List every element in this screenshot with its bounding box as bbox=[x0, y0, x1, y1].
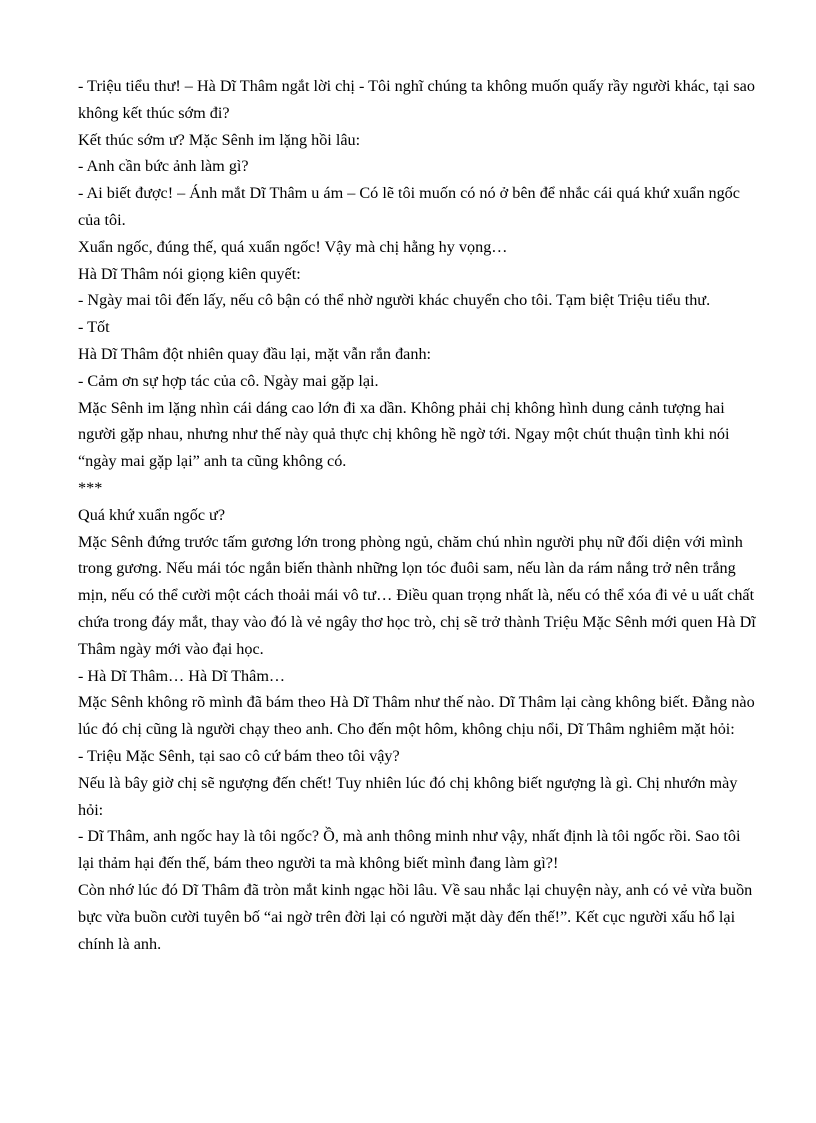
paragraph: Hà Dĩ Thâm đột nhiên quay đầu lại, mặt vẫn rắn đanh: bbox=[78, 344, 432, 363]
paragraph: - Cảm ơn sự hợp tác của cô. Ngày mai gặp lại. bbox=[78, 371, 379, 390]
paragraph: - Triệu Mặc Sênh, tại sao cô cứ bám theo tôi vậy? bbox=[78, 746, 400, 765]
paragraph: - Triệu tiểu thư! – Hà Dĩ Thâm ngắt lời chị - Tôi nghĩ chúng ta không muốn quấy rầy người khác, tại sao không kết thúc sớm đi? bbox=[78, 77, 755, 122]
paragraph: Còn nhớ lúc đó Dĩ Thâm đã tròn mắt kinh ngạc hồi lâu. Về sau nhắc lại chuyện này, anh có vẻ vừa buồn bực vừa buồn cười tuyên bố “ai ngờ trên đời lại có người mặt dày đến thế!”. Kết cục người xấu hổ lại chính là anh. bbox=[78, 880, 753, 953]
paragraph: Mặc Sênh không rõ mình đã bám theo Hà Dĩ Thâm như thế nào. Dĩ Thâm lại càng không biết. Đằng nào lúc đó chị cũng là người chạy theo anh. Cho đến một hôm, không chịu nổi, Dĩ Thâm nghiêm mặt hỏi: bbox=[78, 693, 755, 739]
paragraph: Quá khứ xuẩn ngốc ư? bbox=[78, 505, 226, 524]
paragraph: Mặc Sênh đứng trước tấm gương lớn trong phòng ngủ, chăm chú nhìn người phụ nữ đối diện với mình trong gương. Nếu mái tóc ngắn biến thành những lọn tóc đuôi sam, nếu làn da rám nắng trở nên trắng mịn, nếu có thể cười một cách thoải mái vô tư… Điều quan trọng nhất là, nếu có thể xóa đi vẻ u uất chất chứa trong đáy mắt, thay vào đó là vẻ ngây thơ học trò, chị sẽ trở thành Triệu Mặc Sênh mới quen Hà Dĩ Thâm ngày mới vào đại học. bbox=[78, 532, 756, 658]
paragraph: Kết thúc sớm ư? Mặc Sênh im lặng hồi lâu: bbox=[78, 130, 361, 149]
paragraph: - Dĩ Thâm, anh ngốc hay là tôi ngốc? Ồ, mà anh thông minh như vậy, nhất định là tôi ngốc rồi. Sao tôi lại thảm hại đến thế, bám theo người ta mà không biết mình đang làm gì?! bbox=[78, 827, 741, 873]
paragraph: - Anh cần bức ảnh làm gì? bbox=[78, 157, 249, 176]
paragraph: Hà Dĩ Thâm nói giọng kiên quyết: bbox=[78, 264, 301, 283]
paragraph: Nếu là bây giờ chị sẽ ngượng đến chết! Tuy nhiên lúc đó chị không biết ngượng là gì. Chị nhướn mày hỏi: bbox=[78, 773, 738, 819]
paragraph: Xuẩn ngốc, đúng thế, quá xuẩn ngốc! Vậy mà chị hằng hy vọng… bbox=[78, 237, 508, 256]
paragraph: Mặc Sênh im lặng nhìn cái dáng cao lớn đi xa dần. Không phải chị không hình dung cảnh tượng hai người gặp nhau, nhưng như thế này quả thực chị không hề ngờ tới. Ngay một chút thuận tình khi nói “ngày mai gặp lại” anh ta cũng không có. bbox=[78, 398, 730, 471]
paragraph: - Hà Dĩ Thâm… Hà Dĩ Thâm… bbox=[78, 666, 286, 685]
paragraph: - Tốt bbox=[78, 318, 110, 337]
scene-break: *** bbox=[78, 478, 103, 497]
document-page bbox=[78, 73, 758, 957]
paragraph: - Ngày mai tôi đến lấy, nếu cô bận có thể nhờ người khác chuyển cho tôi. Tạm biệt Triệu tiểu thư. bbox=[78, 291, 711, 310]
paragraph: - Ai biết được! – Ánh mắt Dĩ Thâm u ám – Có lẽ tôi muốn có nó ở bên để nhắc cái quá khứ xuẩn ngốc của tôi. bbox=[78, 184, 740, 229]
